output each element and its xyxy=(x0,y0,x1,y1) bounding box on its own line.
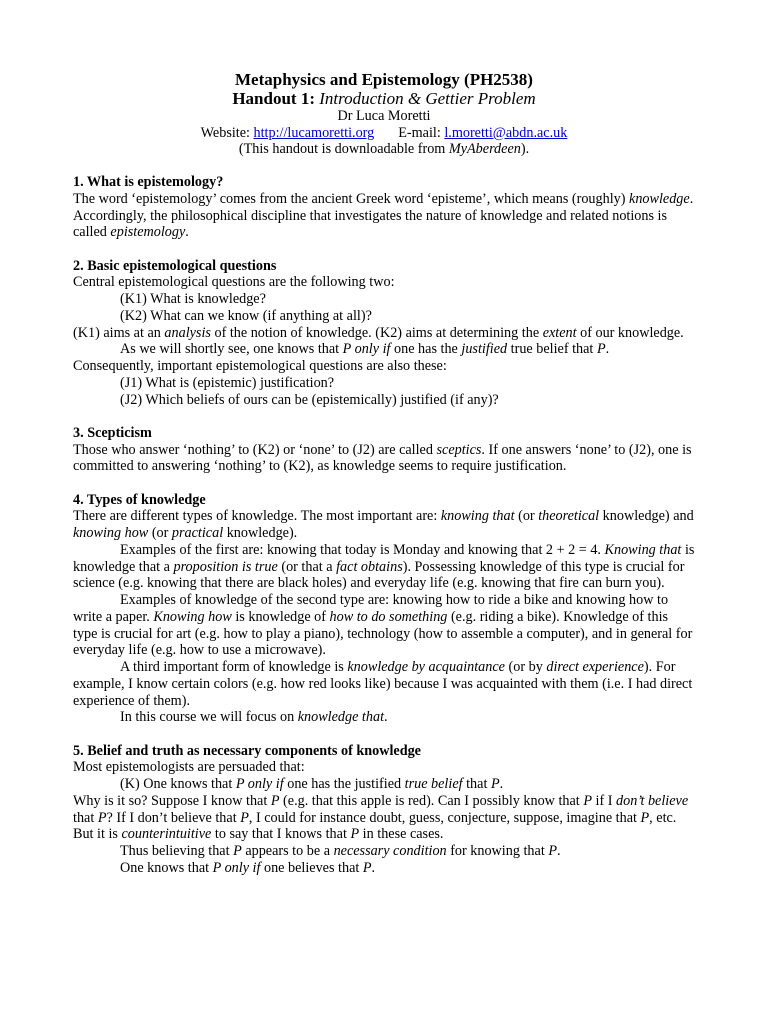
text: is knowledge that a xyxy=(73,541,695,575)
question-k2: (K2) What can we know (if anything at all)? xyxy=(120,307,372,324)
text: of the notion of knowledge. (K2) aims at determining the xyxy=(210,324,543,341)
author: Dr Luca Moretti xyxy=(337,108,431,124)
download-note-pre: (This handout is downloadable from xyxy=(238,141,449,157)
contact-line xyxy=(73,125,695,142)
text: knowledge). xyxy=(223,525,298,541)
emphasis: P xyxy=(640,809,650,826)
text: . xyxy=(384,709,388,726)
emphasis: P xyxy=(350,826,360,843)
emphasis: counterintuitive xyxy=(121,826,212,843)
emphasis: P xyxy=(583,792,592,809)
text: A third important form of knowledge is xyxy=(120,659,348,675)
text: (or xyxy=(514,508,539,525)
text: ). Possessing knowledge of this type is crucial for science (e.g. knowing that there are black holes) and everyday life (e.g. knowing that fire can burn you). xyxy=(73,558,685,592)
emphasis: true belief xyxy=(404,776,463,792)
download-note-post: ). xyxy=(520,141,530,157)
handout-subtitle xyxy=(73,89,695,108)
emphasis: direct experience xyxy=(546,659,644,675)
text: (or that a xyxy=(277,558,337,575)
subtitle-topic: Introduction & Gettier Problem xyxy=(319,89,536,108)
text: of our knowledge. xyxy=(576,324,684,341)
section-scepticism xyxy=(73,425,695,475)
text: Why is it so? Suppose I know that xyxy=(73,792,271,809)
text: ? If I don’t believe that xyxy=(106,809,241,826)
paragraph xyxy=(73,341,695,358)
thesis-k xyxy=(73,776,695,793)
emphasis: knowing how xyxy=(73,525,149,541)
text: . Accordingly, the philosophical discipline that investigates the nature of knowledge and related notions is called xyxy=(73,190,694,241)
text: in these cases. xyxy=(359,826,444,843)
website-link[interactable]: http://lucamoretti.org xyxy=(253,124,375,141)
text: . xyxy=(556,843,561,859)
handout-header xyxy=(73,70,695,158)
emphasis: P only if xyxy=(235,776,284,792)
emphasis: P xyxy=(548,843,557,859)
download-note xyxy=(73,141,695,158)
section-what-is-epistemology xyxy=(73,174,695,241)
section-heading: 3. Scepticism xyxy=(73,424,152,441)
emphasis: epistemology xyxy=(110,224,186,241)
text: (K1) aims at an xyxy=(73,324,165,341)
text: , I could for instance doubt, guess, conjecture, suppose, imagine that xyxy=(248,809,641,826)
emphasis: P xyxy=(240,809,249,826)
text: . xyxy=(605,341,610,358)
paragraph: Consequently, important epistemological questions are also these: xyxy=(73,358,447,374)
text: that xyxy=(73,809,98,826)
email-label: E-mail: xyxy=(398,124,445,141)
text: In this course we will focus on xyxy=(120,709,298,726)
text: Thus believing that xyxy=(120,843,234,859)
paragraph xyxy=(73,508,695,542)
paragraph xyxy=(73,325,695,342)
emphasis: necessary condition xyxy=(333,843,447,859)
text: is knowledge of xyxy=(231,608,330,625)
section-basic-questions xyxy=(73,258,695,409)
text: As we will shortly see, one knows that xyxy=(120,341,343,358)
text: Examples of knowledge of the second type are: knowing how to ride a bike and knowing how to write a paper. xyxy=(73,592,669,625)
paragraph: Most epistemologists are persuaded that: xyxy=(73,759,305,776)
paragraph xyxy=(73,709,695,726)
email-link[interactable]: l.moretti@abdn.ac.uk xyxy=(444,124,568,141)
emphasis: P only if xyxy=(342,341,391,358)
subtitle-lead: Handout 1: xyxy=(232,89,320,108)
text: (or by xyxy=(504,659,547,675)
section-heading: 5. Belief and truth as necessary components of knowledge xyxy=(73,742,421,759)
text: (or xyxy=(148,525,172,541)
emphasis: theoretical xyxy=(538,508,600,525)
text: The word ‘epistemology’ comes from the ancient Greek word ‘episteme’, which means (roughly) xyxy=(73,190,630,207)
section-types-of-knowledge xyxy=(73,492,695,727)
text: Examples of the first are: knowing that today is Monday and knowing that 2 + 2 = 4. xyxy=(120,541,605,558)
emphasis: justified xyxy=(461,341,508,358)
section-heading: 1. What is epistemology? xyxy=(73,174,224,190)
emphasis: sceptics xyxy=(436,441,482,458)
text: to say that I knows that xyxy=(211,826,351,843)
paragraph xyxy=(73,592,695,659)
section-heading: 2. Basic epistemological questions xyxy=(73,257,277,274)
text: (e.g. that this apple is red). Can I possibly know that xyxy=(279,792,584,809)
paragraph xyxy=(73,843,695,860)
emphasis: P xyxy=(362,859,372,876)
text: true belief that xyxy=(507,341,597,358)
text: One knows that xyxy=(120,859,213,876)
text: appears to be a xyxy=(241,843,334,859)
text: one has the justified xyxy=(283,776,405,792)
emphasis: knowledge by acquaintance xyxy=(347,659,505,675)
course-title: Metaphysics and Epistemology (PH2538) xyxy=(235,70,533,89)
emphasis: analysis xyxy=(164,324,211,341)
paragraph xyxy=(73,860,695,877)
text: that xyxy=(462,776,491,792)
text: for knowing that xyxy=(446,843,549,859)
emphasis: P xyxy=(596,341,606,358)
text: (e.g. riding a bike). Knowledge of this type is crucial for art (e.g. how to play a piano), technology (how to assemble a computer), and in general for everyday life (e.g. how to use a microwave). xyxy=(73,608,693,659)
text: . xyxy=(185,224,189,241)
text: There are different types of knowledge. The most important are: xyxy=(73,508,441,525)
question-j2: (J2) Which beliefs of ours can be (epistemically) justified (if any)? xyxy=(120,391,499,408)
emphasis: P xyxy=(233,843,242,859)
emphasis: knowledge xyxy=(629,190,690,207)
text: if I xyxy=(591,792,617,809)
emphasis: P xyxy=(490,776,500,792)
section-heading: 4. Types of knowledge xyxy=(73,491,206,508)
text: . xyxy=(371,859,376,876)
emphasis: knowledge that xyxy=(297,709,385,726)
paragraph xyxy=(73,191,695,241)
text: one has the xyxy=(390,341,462,358)
paragraph xyxy=(73,659,695,709)
download-site: MyAberdeen xyxy=(448,141,521,157)
emphasis: don’t believe xyxy=(616,792,689,809)
emphasis: P only if xyxy=(212,859,261,876)
text: , etc. But it is xyxy=(73,809,677,843)
handout-page xyxy=(73,70,695,877)
text: Those who answer ‘nothing’ to (K2) or ‘none’ to (J2) are called xyxy=(73,441,437,458)
text: (K) One knows that xyxy=(120,776,236,792)
emphasis: knowing that xyxy=(440,508,515,525)
text: . xyxy=(499,776,504,792)
website-label: Website: xyxy=(200,124,254,141)
emphasis: proposition is true xyxy=(173,558,278,575)
emphasis: P xyxy=(97,809,107,826)
emphasis: P xyxy=(270,792,280,809)
paragraph: Central epistemological questions are the following two: xyxy=(73,274,395,291)
emphasis: Knowing how xyxy=(153,608,232,625)
paragraph xyxy=(73,442,695,476)
text: one believes that xyxy=(260,859,363,876)
paragraph xyxy=(73,542,695,592)
text: . If one answers ‘none’ to (J2), one is committed to answering ‘nothing’ to (K2), as knowledge seems to require justification. xyxy=(73,441,692,475)
emphasis: practical xyxy=(171,525,224,541)
question-k1: (K1) What is knowledge? xyxy=(120,291,266,307)
paragraph xyxy=(73,793,695,843)
emphasis: Knowing that xyxy=(604,541,682,558)
text: ). For example, I know certain colors (e.g. how red looks like) because I was acquainted with them (i.e. I had direct experience of them). xyxy=(73,659,693,709)
question-j1: (J1) What is (epistemic) justification? xyxy=(120,374,335,391)
emphasis: how to do something xyxy=(329,608,448,625)
section-belief-and-truth xyxy=(73,743,695,877)
text: knowledge) and xyxy=(599,508,694,525)
emphasis: extent xyxy=(542,324,577,341)
emphasis: fact obtains xyxy=(336,558,403,575)
